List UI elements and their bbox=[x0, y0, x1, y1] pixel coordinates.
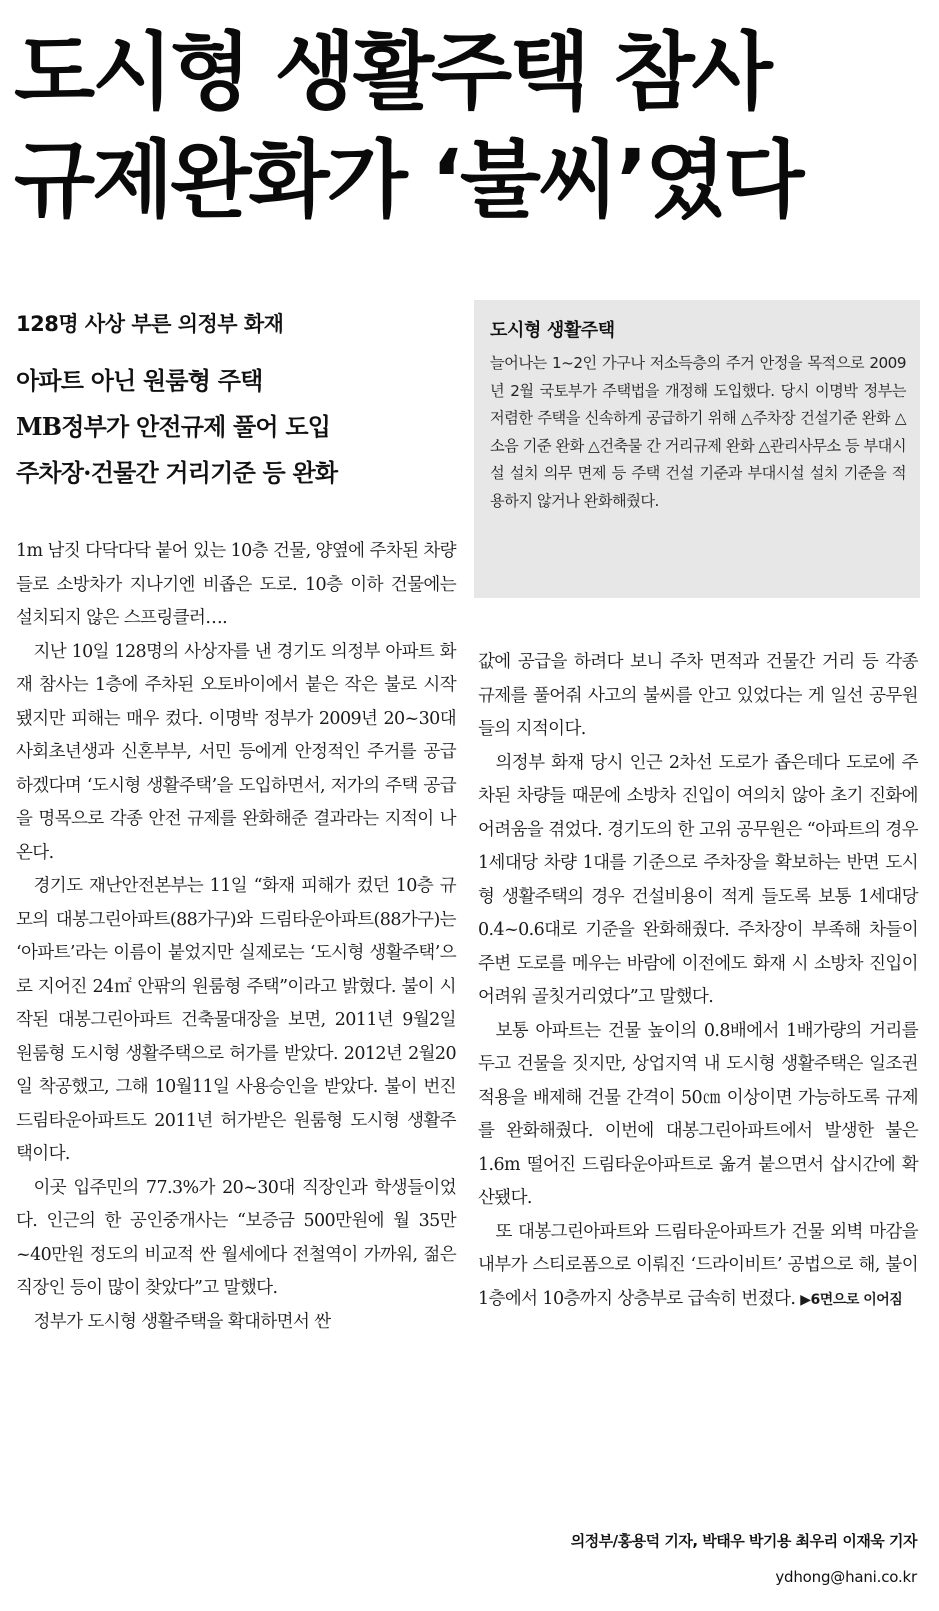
kicker: 128명 사상 부른 의정부 화재 bbox=[16, 312, 284, 336]
explainer-box bbox=[474, 300, 920, 598]
explainer-body: 늘어나는 1~2인 가구나 저소득층의 주거 안정을 목적으로 2009년 2월 국토부가 주택법을 개정해 도입했다. 당시 이명박 정부는 저렴한 주택을 신속하게 공급하기 위해 △주차장 건설기준 완화 △소음 기준 완화 △건축물 간 거리규제 완화 △관리사무소 등 부대시설 설치 의무 면제 등 주택 건설 기준과 부대시설 설치 기준을 적용하지 않거나 완화해줬다. bbox=[490, 354, 906, 510]
article-paragraph: 의정부 화재 당시 인근 2차선 도로가 좁은데다 도로에 주차된 차량들 때문에 소방차 진입이 여의치 않아 초기 진화에 어려움을 겪었다. 경기도의 한 고위 공무원은 “아파트의 경우 1세대당 차량 1대를 기준으로 주차장을 확보하는 반면 도시형 생활주택의 경우 건설비용이 적게 들도록 보통 1세대당 0.4~0.6대로 기준을 완화해줬다. 주차장이 부족해 차들이 주변 도로를 메우는 바람에 이전에도 화재 시 소방차 진입이 어려워 골칫거리였다”고 말했다. bbox=[478, 752, 918, 1007]
subhead: 아파트 아닌 원룸형 주택 bbox=[16, 366, 263, 395]
byline: 의정부/홍용덕 기자, 박태우 박기용 최우리 이재욱 기자 bbox=[570, 1532, 917, 1550]
subheads bbox=[16, 358, 456, 496]
article-paragraph: 1m 남짓 다닥다닥 붙어 있는 10층 건물, 양옆에 주차된 차량들로 소방차가 지나기엔 비좁은 도로. 10층 이하 건물에는 설치되지 않은 스프링클러…. bbox=[16, 541, 456, 628]
explainer-title: 도시형 생활주택 bbox=[490, 320, 615, 341]
subhead: MB정부가 안전규제 풀어 도입 bbox=[16, 412, 331, 441]
article-paragraph: 이곳 입주민의 77.3%가 20~30대 직장인과 학생들이었다. 인근의 한 공인중개사는 “보증금 500만원에 월 35만~40만원 정도의 비교적 싼 월세에다 전철역이 가까워, 젊은 직장인 등이 많이 찾았다”고 말했다. bbox=[16, 1177, 456, 1298]
article-paragraph: 보통 아파트는 건물 높이의 0.8배에서 1배가량의 거리를 두고 건물을 짓지만, 상업지역 내 도시형 생활주택은 일조권 적용을 배제해 건물 간격이 50㎝ 이상이면 가능하도록 규제를 완화해줬다. 이번에 대봉그린아파트에서 발생한 불은 1.6m 떨어진 드림타운아파트로 옮겨 붙으면서 삽시간에 확산됐다. bbox=[478, 1020, 918, 1208]
reporter-email: ydhong@hani.co.kr bbox=[775, 1568, 917, 1586]
article-paragraph: 값에 공급을 하려다 보니 주차 면적과 건물간 거리 등 각종 규제를 풀어줘 사고의 불씨를 안고 있었다는 게 일선 공무원들의 지적이다. bbox=[478, 652, 918, 739]
subhead: 주차장·건물간 거리기준 등 완화 bbox=[16, 458, 338, 487]
article-paragraph-text: 또 대봉그린아파트와 드림타운아파트가 건물 외벽 마감을 내부가 스티로폼으로 이뤄진 ‘드라이비트’ 공법으로 해, 불이 1층에서 10층까지 상층부로 급속히 번졌다. bbox=[478, 1221, 918, 1309]
article-paragraph: 정부가 도시형 생활주택을 확대하면서 싼 bbox=[33, 1311, 331, 1332]
article-column-right bbox=[478, 646, 918, 1317]
headline-line-1: 도시형 생활주택 참사 bbox=[14, 23, 770, 121]
article-paragraph: 경기도 재난안전본부는 11일 “화재 피해가 컸던 10층 규모의 대봉그린아파트(88가구)와 드림타운아파트(88가구)는 ‘아파트’라는 이름이 붙었지만 실제로는 ‘도시형 생활주택’으로 지어진 24㎡ 안팎의 원룸형 주택”이라고 밝혔다. 불이 시작된 대봉그린아파트 건축물대장을 보면, 2011년 9월2일 원룸형 도시형 생활주택으로 허가를 받았다. 2012년 2월20일 착공했고, 그해 10월11일 사용승인을 받았다. 불이 번진 드림타운아파트도 2011년 허가받은 원룸형 도시형 생활주택이다. bbox=[16, 876, 456, 1164]
article-paragraph bbox=[478, 1216, 918, 1318]
headline bbox=[14, 18, 926, 234]
article-paragraph: 지난 10일 128명의 사상자를 낸 경기도 의정부 아파트 화재 참사는 1층에 주차된 오토바이에서 붙은 작은 불로 시작됐지만 피해는 매우 컸다. 이명박 정부가 2009년 20~30대 사회초년생과 신혼부부, 서민 등에게 안정적인 주거를 공급하겠다며 ‘도시형 생활주택’을 도입하면서, 저가의 주택 공급을 명목으로 각종 안전 규제를 완화해준 결과라는 지적이 나온다. bbox=[16, 641, 456, 863]
headline-line-2: 규제완화가 ‘불씨’였다 bbox=[14, 131, 802, 229]
article-column-left bbox=[16, 535, 456, 1339]
continued-on-page-6: ▶6면으로 이어짐 bbox=[800, 1291, 903, 1308]
